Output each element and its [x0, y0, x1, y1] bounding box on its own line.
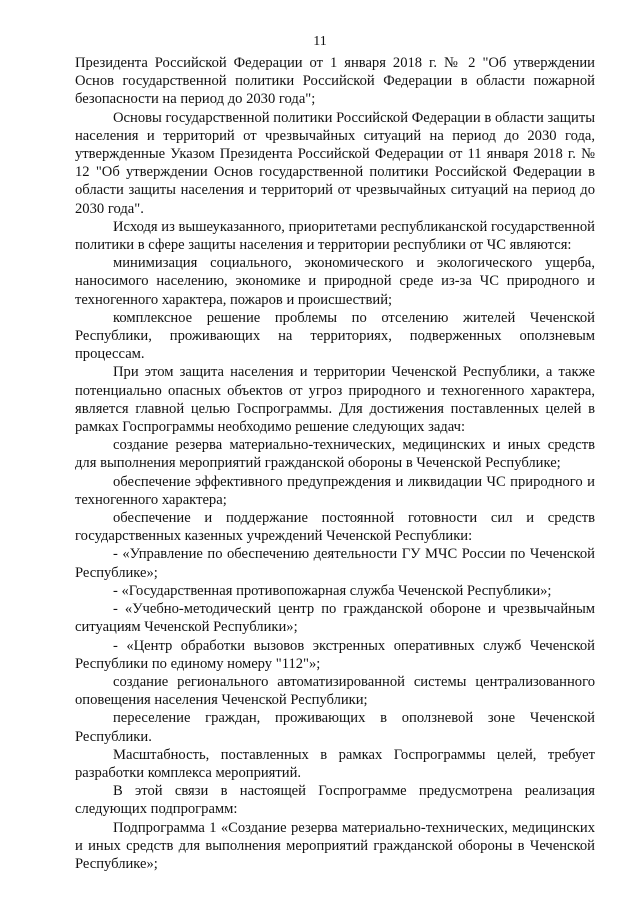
list-item: - «Учебно-методический центр по гражданской обороне и чрезвычайным ситуациям Чеченской Республики»;: [75, 601, 595, 636]
paragraph: В этой связи в настоящей Госпрограмме предусмотрена реализация следующих подпрограмм:: [75, 783, 595, 818]
paragraph: Масштабность, поставленных в рамках Госпрограммы целей, требует разработки комплекса мероприятий.: [75, 746, 595, 781]
list-item: - «Государственная противопожарная служба Чеченской Республики»;: [113, 582, 552, 599]
list-item: - «Центр обработки вызовов экстренных оперативных служб Чеченской Республики по единому номеру "112"»;: [75, 637, 595, 672]
list-item: - «Управление по обеспечению деятельности ГУ МЧС России по Чеченской Республике»;: [75, 546, 595, 581]
list-item: создание регионального автоматизированной системы централизованного оповещения населения Чеченской Республики;: [75, 673, 595, 709]
page-number: 11: [313, 34, 327, 49]
paragraph: Президента Российской Федерации от 1 января 2018 г. № 2 "Об утверждении Основ государственной политики Российской Федерации в области пожарной безопасности на период до 2030 года";: [75, 55, 595, 108]
paragraph: Подпрограмма 1 «Создание резерва материально-технических, медицинских и иных средств для выполнения мероприятий гражданской обороны в Чеченской Республике»;: [75, 819, 595, 872]
list-item: минимизация социального, экономического и экологического ущерба, наносимого населению, экономике и природной среде из-за ЧС природного и техногенного характера, пожаров и происшествий;: [75, 255, 595, 308]
list-item: комплексное решение проблемы по отселению жителей Чеченской Республики, проживающих на территориях, подверженных оползневым процессам.: [75, 309, 595, 363]
list-item: создание резерва материально-технических, медицинских и иных средств для выполнения мероприятий гражданской обороны в Чеченской Республике;: [75, 437, 595, 472]
list-item: переселение граждан, проживающих в оползневой зоне Чеченской Республики.: [75, 710, 595, 745]
paragraph: Исходя из вышеуказанного, приоритетами республиканской государственной политики в сфере защиты населения и территории республики от ЧС являются:: [75, 218, 595, 254]
list-item: обеспечение эффективного предупреждения и ликвидации ЧС природного и техногенного характера;: [75, 473, 595, 508]
paragraph: При этом защита населения и территории Чеченской Республики, а также потенциально опасных объектов от угроз природного и техногенного характера, является главной целью Госпрограммы. Для достижения поставленных целей в рамках Госпрограммы необходимо решение следующих задач:: [75, 364, 595, 436]
list-item: обеспечение и поддержание постоянной готовности сил и средств государственных казенных учреждений Чеченской Республики:: [75, 510, 595, 545]
paragraph: Основы государственной политики Российской Федерации в области защиты населения и территорий от чрезвычайных ситуаций на период до 2030 года, утвержденные Указом Президента Российской Федерации от 11 января 2018 г. № 12 "Об утверждении Основ государственной политики Российской Федерации в области защиты населения и территорий от чрезвычайных ситуаций на период до 2030 года".: [75, 109, 595, 217]
document-body: [75, 54, 595, 873]
